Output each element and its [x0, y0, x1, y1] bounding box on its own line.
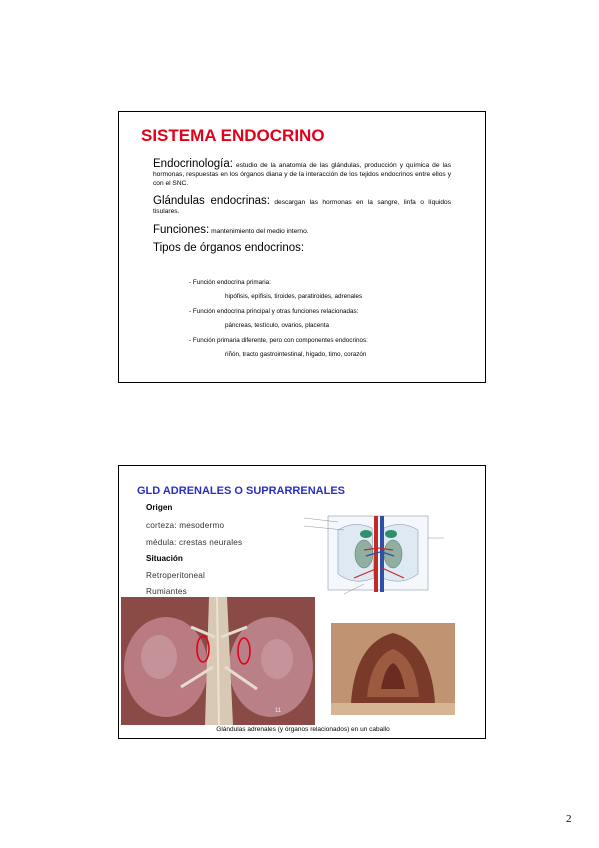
paragraph-funciones [153, 224, 451, 237]
page-number: 2 [566, 813, 572, 825]
medula-text: médula: crestas neurales [146, 538, 243, 547]
list-item: - Función primaria diferente, pero con componentes endocrinos: [189, 336, 368, 344]
photo-number: 11 [275, 708, 282, 714]
organ-types-list [189, 279, 368, 365]
slide-gld-adrenales [118, 465, 486, 739]
slide-title: GLD ADRENALES O SUPRARRENALES [137, 485, 345, 497]
list-item: riñón, tracto gastrointestinal, hígado, timo, corazón [225, 350, 367, 358]
list-item: hipófisis, epífisis, tiroides, paratiroides, adrenales [225, 293, 363, 301]
definition-glandulas: descargan las hormonas en la sangre, linfa o líquidos tisulares. [153, 199, 451, 216]
adrenal-closeup-photo [331, 623, 455, 715]
slide-title: SISTEMA ENDOCRINO [141, 126, 325, 145]
situacion-label: Situación [146, 554, 183, 563]
slide-sistema-endocrino [118, 111, 486, 383]
definition-endocrinologia: estudio de la anatomía de las glándulas, producción y química de las hormonas, respuestas en los órganos diana y de la interacción de los tejidos endocrinos entre ellos y con el SNC. [153, 162, 451, 187]
horse-adrenal-photo [121, 597, 315, 725]
term-glandulas: Glándulas endocrinas: [153, 195, 270, 208]
retroperitoneal-text: Retroperitoneal [146, 571, 205, 580]
term-funciones: Funciones: [153, 223, 210, 236]
slide-body [153, 158, 451, 259]
definition-funciones: mantenimiento del medio interno. [209, 227, 309, 235]
types-heading: Tipos de órganos endocrinos: [153, 241, 305, 254]
rumiantes-text: Rumiantes [146, 587, 187, 596]
list-item: páncreas, testículo, ovarios, placenta [225, 322, 329, 330]
origen-label: Origen [146, 503, 173, 512]
term-endocrinologia: Endocrinología: [153, 158, 233, 170]
adrenal-anatomy-diagram [294, 508, 454, 600]
figure-caption: Glándulas adrenales (y órganos relacionados) en un caballo [216, 726, 390, 733]
list-item: - Función endocrina primaria: [189, 279, 271, 286]
paragraph-glandulas [153, 195, 451, 217]
list-item: - Función endocrina principal y otras funciones relacionadas: [189, 307, 359, 315]
paragraph-endocrinologia [153, 158, 451, 188]
corteza-text: corteza: mesodermo [146, 521, 225, 530]
